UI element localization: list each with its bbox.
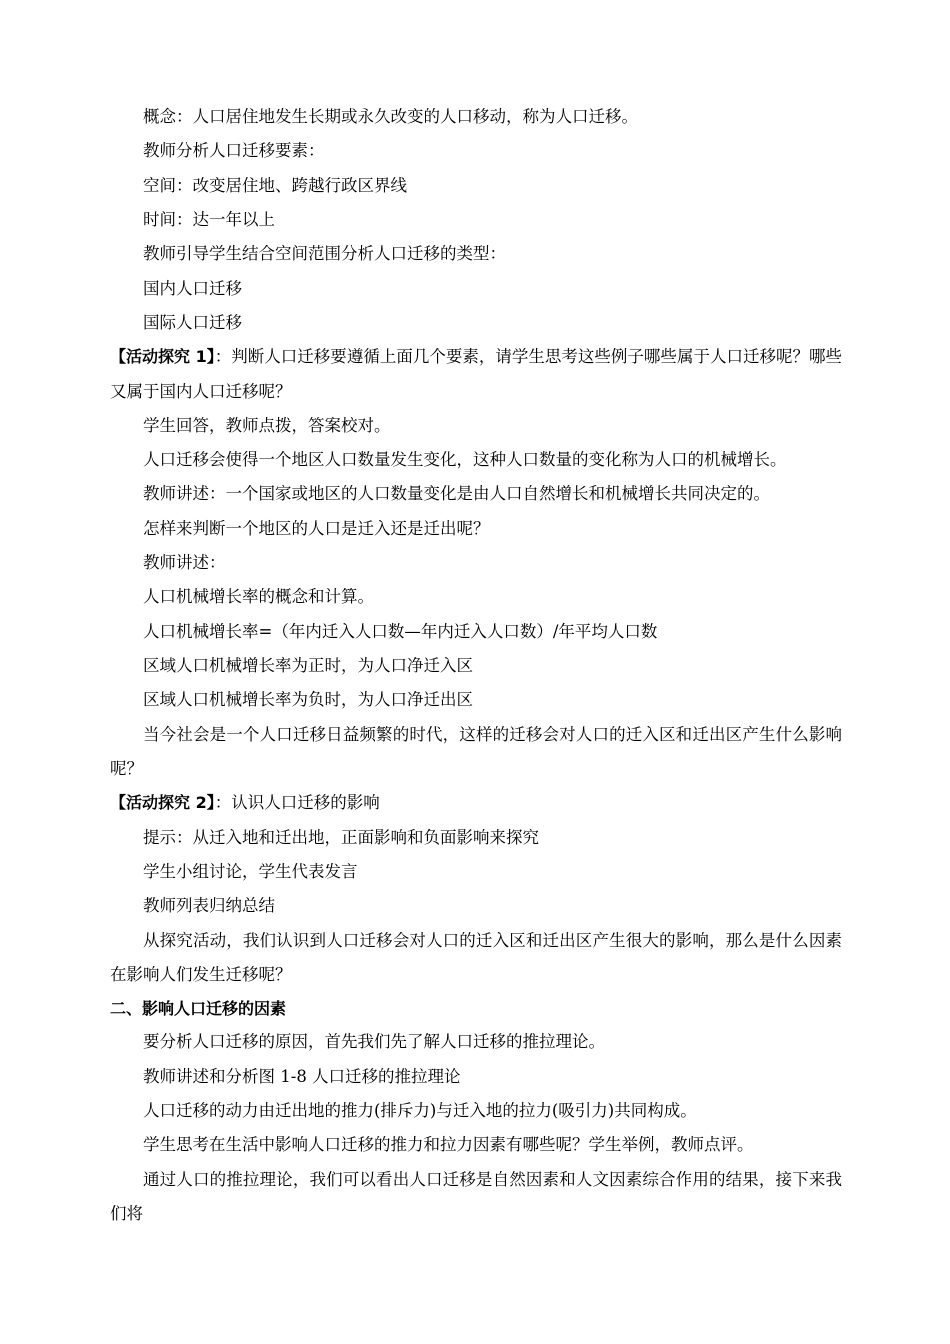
text-line: 空间：改变居住地、跨越行政区界线 <box>143 175 407 195</box>
text-line: 教师讲述和分析图 1-8 人口迁移的推拉理论 <box>143 1066 461 1086</box>
text-line: 人口机械增长率的概念和计算。 <box>143 587 374 607</box>
activity-explore-1-label: 【活动探究 1】 <box>110 347 215 367</box>
text-line: 学生思考在生活中影响人口迁移的推力和拉力因素有哪些呢？学生举例，教师点评。 <box>143 1135 754 1155</box>
text-line: 从探究活动，我们认识到人口迁移会对人口的迁入区和迁出区产生很大的影响，那么是什么因素在影响人们发生迁移呢？ <box>110 930 842 984</box>
text-line: 区域人口机械增长率为负时，为人口净迁出区 <box>143 690 473 710</box>
text-line: 概念：人口居住地发生长期或永久改变的人口移动，称为人口迁移。 <box>143 107 638 126</box>
activity-2-body-block <box>110 821 842 993</box>
text-line: 当今社会是一个人口迁移日益频繁的时代，这样的迁移会对人口的迁入区和迁出区产生什么影响呢？ <box>110 724 842 778</box>
text-line: 怎样来判断一个地区的人口是迁入还是迁出呢？ <box>143 518 490 538</box>
text-line: 学生回答，教师点拨，答案校对。 <box>143 415 391 435</box>
activity-explore-2 <box>110 786 842 820</box>
activity-explore-1-text: ：判断人口迁移要遵循上面几个要素，请学生思考这些例子哪些属于人口迁移呢？哪些又属于国内人口迁移呢？ <box>110 347 842 401</box>
text-line: 教师引导学生结合空间范围分析人口迁移的类型： <box>143 244 506 264</box>
text-line: 人口机械增长率=（年内迁入人口数—年内迁入人口数）/年平均人口数 <box>143 621 658 641</box>
section-heading: 二、影响人口迁移的因素 <box>110 999 287 1019</box>
text-line: 教师分析人口迁移要素： <box>143 141 325 161</box>
text-line: 区域人口机械增长率为正时，为人口净迁入区 <box>143 656 473 675</box>
activity-explore-2-text: ：认识人口迁移的影响 <box>214 793 380 813</box>
text-line: 教师讲述：一个国家或地区的人口数量变化是由人口自然增长和机械增长共同决定的。 <box>143 484 770 504</box>
text-line: 提示：从迁入地和迁出地，正面影响和负面影响来探究 <box>143 827 539 847</box>
intro-paragraph-block <box>110 100 842 340</box>
text-line: 教师讲述： <box>143 553 226 573</box>
activity-explore-2-label: 【活动探究 2】 <box>110 793 215 813</box>
text-line: 国际人口迁移 <box>143 312 242 332</box>
text-line: 时间：达一年以上 <box>143 209 275 229</box>
text-line: 教师列表归纳总结 <box>143 896 275 916</box>
section-body-block <box>110 1025 842 1231</box>
text-line: 国内人口迁移 <box>143 278 242 298</box>
text-line: 通过人口的推拉理论，我们可以看出人口迁移是自然因素和人文因素综合作用的结果，接下来我们将 <box>110 1169 842 1223</box>
text-line: 人口迁移会使得一个地区人口数量发生变化，这种人口数量的变化称为人口的机械增长。 <box>143 450 787 470</box>
text-line: 学生小组讨论，学生代表发言 <box>143 861 358 881</box>
activity-explore-1 <box>110 340 842 409</box>
activity-1-body-block <box>110 409 842 786</box>
text-line: 人口迁移的动力由迁出地的推力(排斥力)与迁入地的拉力(吸引力)共同构成。 <box>143 1101 697 1121</box>
text-line: 要分析人口迁移的原因，首先我们先了解人口迁移的推拉理论。 <box>143 1032 605 1052</box>
